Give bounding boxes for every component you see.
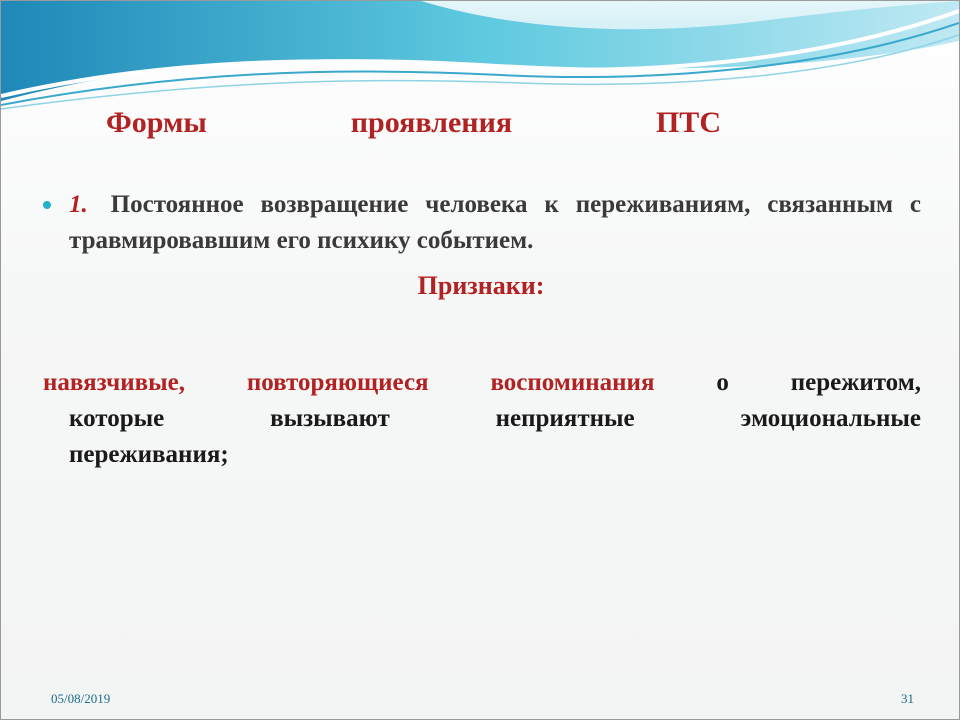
symptom-line-1 (43, 365, 921, 401)
title-word-3: ПТС (655, 106, 721, 139)
item-1-number: 1. (69, 191, 88, 218)
symptom-line2-word-3: неприятные (495, 405, 635, 432)
signs-heading: Признаки: (417, 271, 545, 300)
symptom-paragraph (43, 365, 921, 473)
symptom-highlight-word-2: повторяющиеся (246, 369, 429, 396)
title-word-1: Формы (106, 106, 207, 139)
symptom-highlight-word-1: навязчивые, (43, 369, 186, 396)
title-word-2: проявления (350, 106, 513, 139)
slide-title (106, 106, 721, 146)
symptom-word-o: о (716, 369, 729, 396)
symptom-line2-word-4: эмоциональные (740, 405, 921, 432)
footer-date: 05/08/2019 (51, 691, 111, 706)
symptom-highlight-word-3: воспоминания (490, 369, 655, 396)
symptom-line2-word-1: которые (69, 405, 165, 432)
decorative-wave-header (1, 1, 959, 121)
bullet-dot-icon (43, 201, 51, 209)
symptom-line-2 (43, 401, 921, 437)
item-1-paragraph (69, 187, 921, 259)
symptom-line-3: переживания; (69, 441, 229, 468)
symptom-line2-word-2: вызывают (270, 405, 390, 432)
symptom-word-perezhitom: пережитом, (790, 369, 921, 396)
item-1-text: Постоянное возвращение человека к переживаниям, связанным с травмировавшим его психику событием. (69, 191, 921, 254)
footer-page-number: 31 (901, 691, 914, 706)
